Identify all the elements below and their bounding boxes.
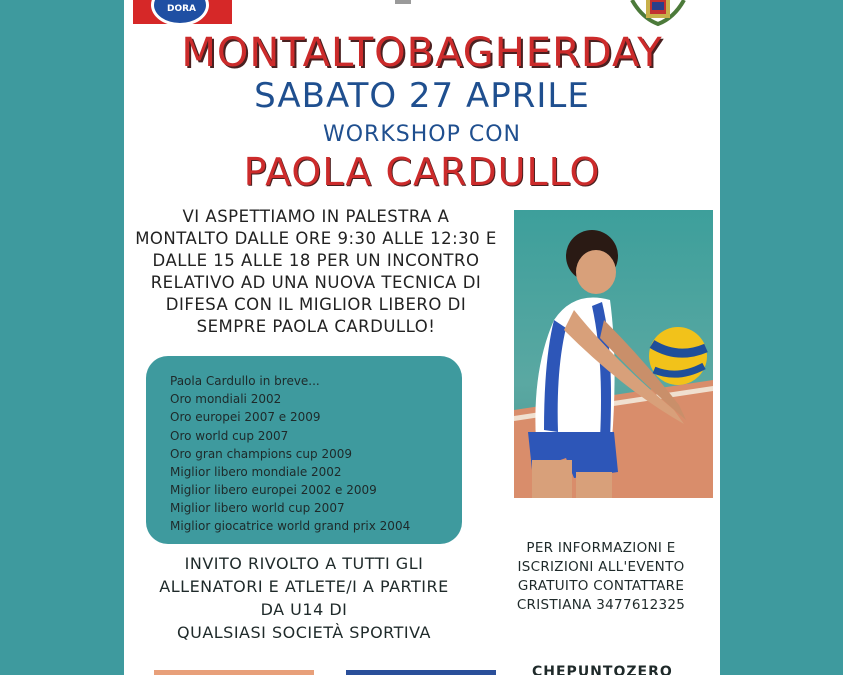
club-logo-text: DORA: [167, 4, 197, 14]
palmares-item: Oro world cup 2007: [170, 429, 289, 443]
description-line: VI ASPETTIAMO IN PALESTRA A: [182, 207, 450, 226]
contact-line: CRISTIANA 3477612325: [516, 597, 686, 613]
event-date: SABATO 27 APRILE: [254, 76, 590, 116]
guest-name: PAOLA CARDULLO: [243, 150, 601, 194]
description-line: DALLE 15 ALLE 18 PER UN INCONTRO: [152, 251, 480, 270]
municipal-crest-icon: [622, 0, 694, 28]
event-title: MONTALTOBAGHERDAY: [181, 30, 663, 76]
palmares-item: Oro gran champions cup 2009: [170, 447, 352, 461]
athlete-photo: [514, 210, 713, 498]
invitation-line: QUALSIASI SOCIETÀ SPORTIVA: [177, 623, 431, 642]
invitation-text: [126, 552, 482, 644]
sponsor-logo: [154, 670, 314, 675]
palmares-item: Miglior libero world cup 2007: [170, 501, 345, 515]
palmares-item: Miglior libero mondiale 2002: [170, 465, 342, 479]
invitation-line: INVITO RIVOLTO A TUTTI GLI: [184, 554, 424, 573]
club-logo: [133, 0, 232, 24]
sponsor-logo-fragment: [395, 0, 411, 4]
palmares-item: Oro mondiali 2002: [170, 392, 282, 406]
event-subtitle: WORKSHOP CON: [322, 122, 521, 147]
description-line: DIFESA CON IL MIGLIOR LIBERO DI: [165, 295, 467, 314]
description-line: SEMPRE PAOLA CARDULLO!: [196, 317, 436, 336]
palmares-item: Oro europei 2007 e 2009: [170, 410, 321, 424]
palmares-heading: Paola Cardullo in breve...: [170, 374, 320, 388]
sponsor-logo: [346, 670, 496, 675]
contact-line: ISCRIZIONI ALL'EVENTO: [517, 559, 685, 575]
contact-line: PER INFORMAZIONI E: [526, 540, 676, 556]
invitation-line: ALLENATORI E ATLETE/I A PARTIRE: [159, 577, 449, 596]
palmares-item: Miglior giocatrice world grand prix 2004: [170, 519, 411, 533]
palmares-item: Miglior libero europei 2002 e 2009: [170, 483, 377, 497]
sponsor-logo-text: CHEPUNTOZERO: [532, 664, 673, 675]
contact-info: [482, 539, 720, 615]
description-line: RELATIVO AD UNA NUOVA TECNICA DI: [150, 273, 482, 292]
palmares-box: [146, 356, 462, 544]
event-poster: [124, 0, 720, 675]
contact-line: GRATUITO CONTATTARE: [517, 578, 685, 594]
description-line: MONTALTO DALLE ORE 9:30 ALLE 12:30 E: [135, 229, 497, 248]
event-description: [126, 206, 506, 338]
invitation-line: DA U14 DI: [260, 600, 348, 619]
